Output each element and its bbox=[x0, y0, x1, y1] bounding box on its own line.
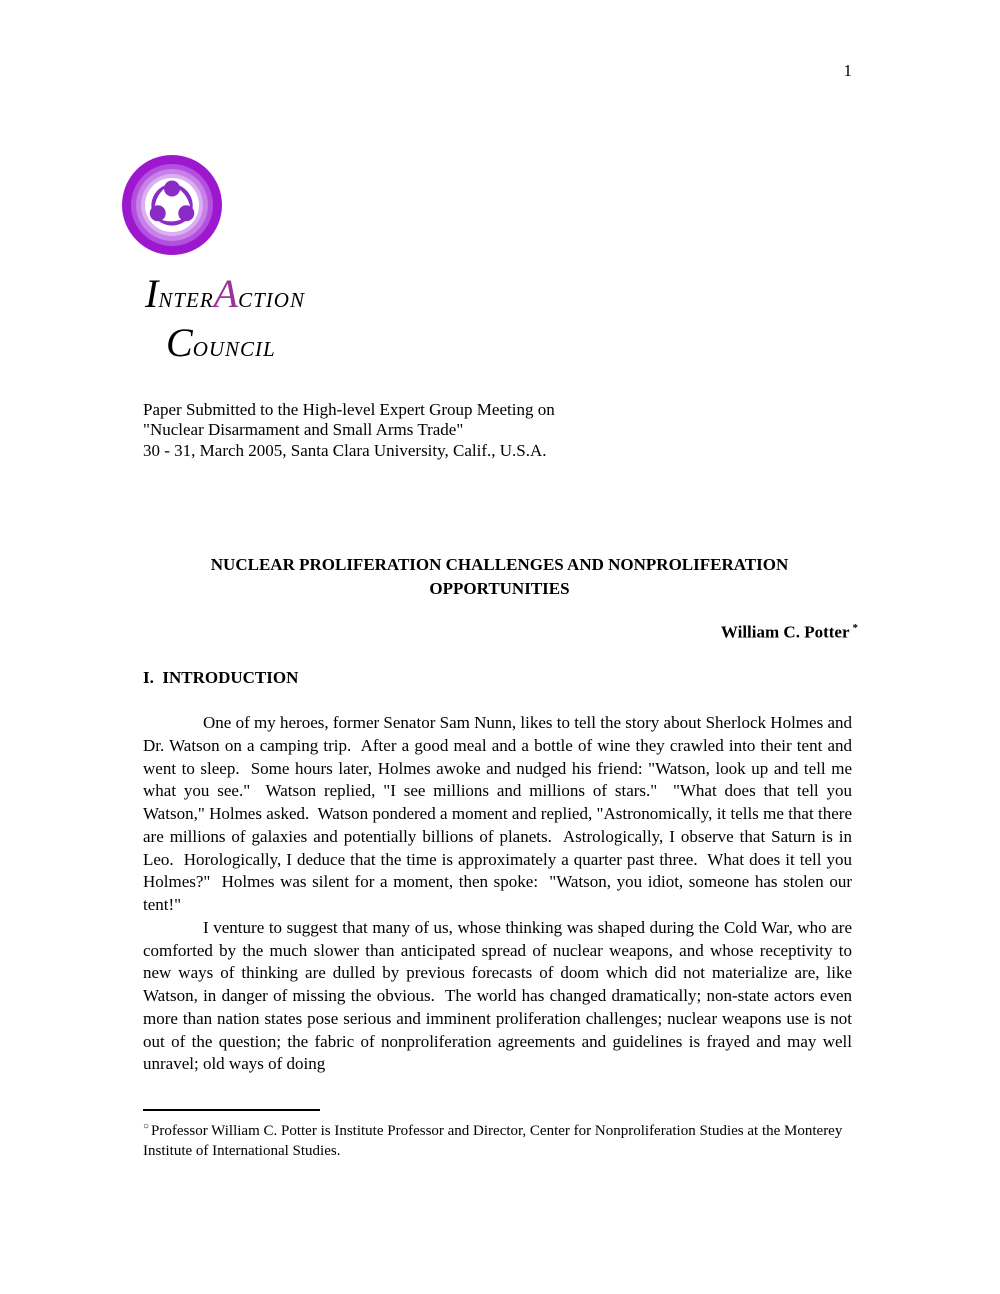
section-heading-introduction: I. INTRODUCTION bbox=[143, 668, 299, 687]
wordmark-initial-c: C bbox=[166, 320, 193, 365]
paper-title: NUCLEAR PROLIFERATION CHALLENGES AND NONPROLIFERATION OPPORTUNITIES bbox=[210, 555, 789, 598]
submission-line-3: 30 - 31, March 2005, Santa Clara University, Calif., U.S.A. bbox=[143, 440, 547, 460]
org-wordmark-line1 bbox=[145, 271, 305, 323]
author-name: William C. Potter bbox=[720, 622, 850, 642]
paragraph: One of my heroes, former Senator Sam Nunn, likes to tell the story about Sherlock Holmes and Dr. Watson on a camping trip. After a good meal and a bottle of wine they crawled into their tent and went to sleep. Some hours later, Holmes awoke and nudged his friend: "Watson, look up and tell me what you see." Watson replied, "I see millions and millions of stars." "What does that tell you Watson," Holmes asked. Watson pondered a moment and replied, "Astronomically, it tells me that there are millions of galaxies and potentially billions of planets. Astrologically, I observe that Saturn is in Leo. Horologically, I deduce that the time is approximately a quarter past three. What does it tell you Holmes?" Holmes was silent for a moment, then spoke: "Watson, you idiot, someone has stolen our tent!" bbox=[143, 713, 857, 914]
wordmark-segment-ouncil: OUNCIL bbox=[192, 337, 276, 361]
submission-note bbox=[143, 400, 555, 461]
logo-swirl-icon bbox=[122, 155, 222, 255]
page-number: 1 bbox=[843, 61, 852, 80]
author-footnote-asterisk: * bbox=[852, 622, 858, 634]
interaction-council-logo-icon bbox=[122, 155, 222, 255]
paragraph: I venture to suggest that many of us, whose thinking was shaped during the Cold War, who are comforted by the much slower than anticipated spread of nuclear weapons, and whose receptivity to new ways of thinking are dulled by previous forecasts of doom which did not materialize are, like Watson, in danger of missing the obvious. The world has changed dramatically; non-state actors even more than nation states pose serious and imminent proliferation challenges; nuclear weapons use is not out of the question; the fabric of nonproliferation agreements and guidelines is frayed and may well unravel; old ways of doing bbox=[143, 917, 857, 1074]
org-wordmark bbox=[145, 271, 305, 372]
submission-line-1: Paper Submitted to the High-level Expert Group Meeting on bbox=[143, 400, 555, 419]
footnote-text: Professor William C. Potter is Institute Professor and Director, Center for Nonproliferation Studies at the Monterey Institute of International Studies. bbox=[143, 1123, 843, 1159]
footnote bbox=[143, 1117, 852, 1161]
body-text bbox=[143, 712, 857, 1076]
org-wordmark-line2 bbox=[166, 320, 305, 372]
wordmark-initial-a: A bbox=[213, 271, 239, 316]
wordmark-segment-ction: CTION bbox=[238, 288, 305, 312]
wordmark-segment-nter: NTER bbox=[158, 288, 214, 312]
footnote-marker: ○ bbox=[143, 1121, 150, 1132]
author-byline bbox=[143, 622, 858, 643]
wordmark-initial-i: I bbox=[145, 271, 159, 316]
footnote-separator bbox=[143, 1109, 320, 1111]
submission-line-2: "Nuclear Disarmament and Small Arms Trade" bbox=[143, 420, 464, 440]
